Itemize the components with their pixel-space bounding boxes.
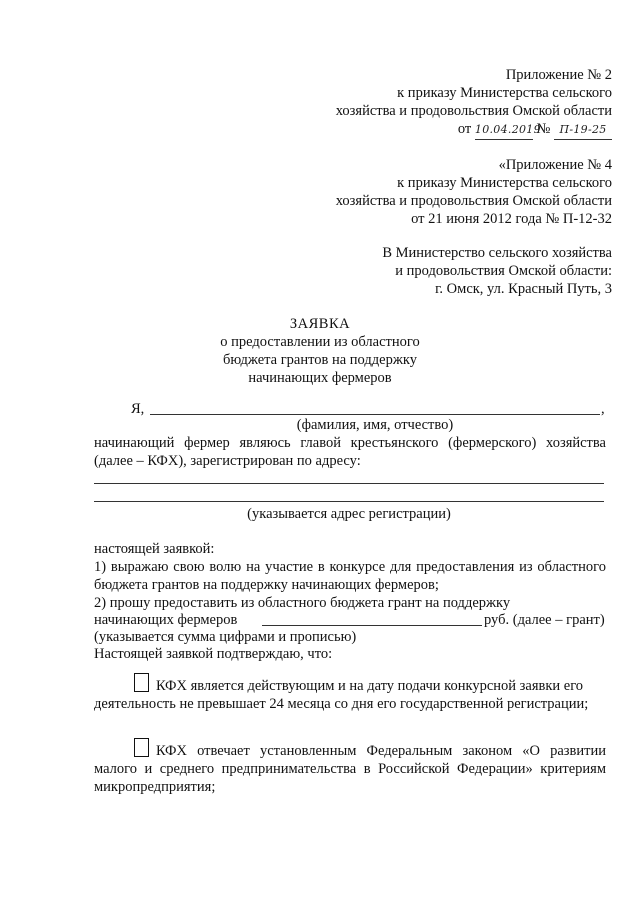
applicant-prefix: Я, <box>131 401 145 417</box>
body-intro: настоящей заявкой: <box>94 541 215 557</box>
document-title <box>130 315 510 387</box>
addressee-line1: В Министерство сельского хозяйства <box>382 245 612 261</box>
body-item1: 1) выражаю свою волю на участие в конкурсе для предоставления из областного бюджета грантов на поддержку начинающих фермеров; <box>94 559 606 593</box>
addressee-address: г. Омск, ул. Красный Путь, 3 <box>435 281 612 297</box>
address-field-line-2[interactable] <box>94 501 604 502</box>
check2-text: КФХ отвечает установленным Федеральным законом «О развитии малого и среднего предпринимательства в Российской Федерации» критериям микропредприятия; <box>94 743 606 795</box>
handwritten-date: 10.04.2019 <box>475 121 533 140</box>
appendix4-title: «Приложение № 4 <box>498 157 612 173</box>
number-label: № <box>536 121 551 137</box>
appendix2-block <box>192 66 612 140</box>
sum-hint: (указывается сумма цифрами и прописью) <box>94 629 357 645</box>
title-heading: ЗАЯВКА <box>289 316 351 332</box>
appendix4-date-number: от 21 июня 2012 года № П-12-32 <box>411 211 612 227</box>
check1-text: КФХ является действующим и на дату подачи конкурсной заявки его деятельность не превышает 24 месяца со дня его государственной регистрации; <box>94 678 589 712</box>
handwritten-number: П-19-25 <box>554 121 612 140</box>
applicant-statement: начинающий фермер являюсь главой крестьянского (фермерского) хозяйства (далее – КФХ), зарегистрирован по адресу: <box>94 435 606 469</box>
appendix2-date-number <box>192 120 612 140</box>
address-hint: (указывается адрес регистрации) <box>247 506 451 522</box>
body-item2-line2-start: начинающих фермеров <box>94 612 238 628</box>
addressee-line2: и продовольствия Омской области: <box>395 263 612 279</box>
from-label: от <box>457 121 472 137</box>
body-item2-line1: 2) прошу предоставить из областного бюджета грант на поддержку <box>94 595 511 611</box>
appendix2-order-line: к приказу Министерства сельского <box>397 85 612 101</box>
applicant-suffix: , <box>601 401 605 417</box>
appendix2-ministry-line: хозяйства и продовольствия Омской области <box>335 103 612 119</box>
appendix4-ministry-line: хозяйства и продовольствия Омской области <box>335 193 612 209</box>
address-field-line-1[interactable] <box>94 483 604 484</box>
fio-hint: (фамилия, имя, отчество) <box>296 417 454 433</box>
appendix4-block <box>192 156 612 228</box>
title-line1: о предоставлении из областного <box>220 334 420 350</box>
body-item2-line2-end: руб. (далее – грант) <box>484 612 605 628</box>
addressee-block <box>192 244 612 298</box>
title-line2: бюджета грантов на поддержку <box>223 352 417 368</box>
title-line3: начинающих фермеров <box>248 370 392 386</box>
appendix2-title: Приложение № 2 <box>505 67 612 83</box>
fio-field-line[interactable] <box>150 414 600 415</box>
appendix4-order-line: к приказу Министерства сельского <box>397 175 612 191</box>
confirm-text: Настоящей заявкой подтверждаю, что: <box>94 646 333 662</box>
grant-sum-field-line[interactable] <box>262 625 482 626</box>
